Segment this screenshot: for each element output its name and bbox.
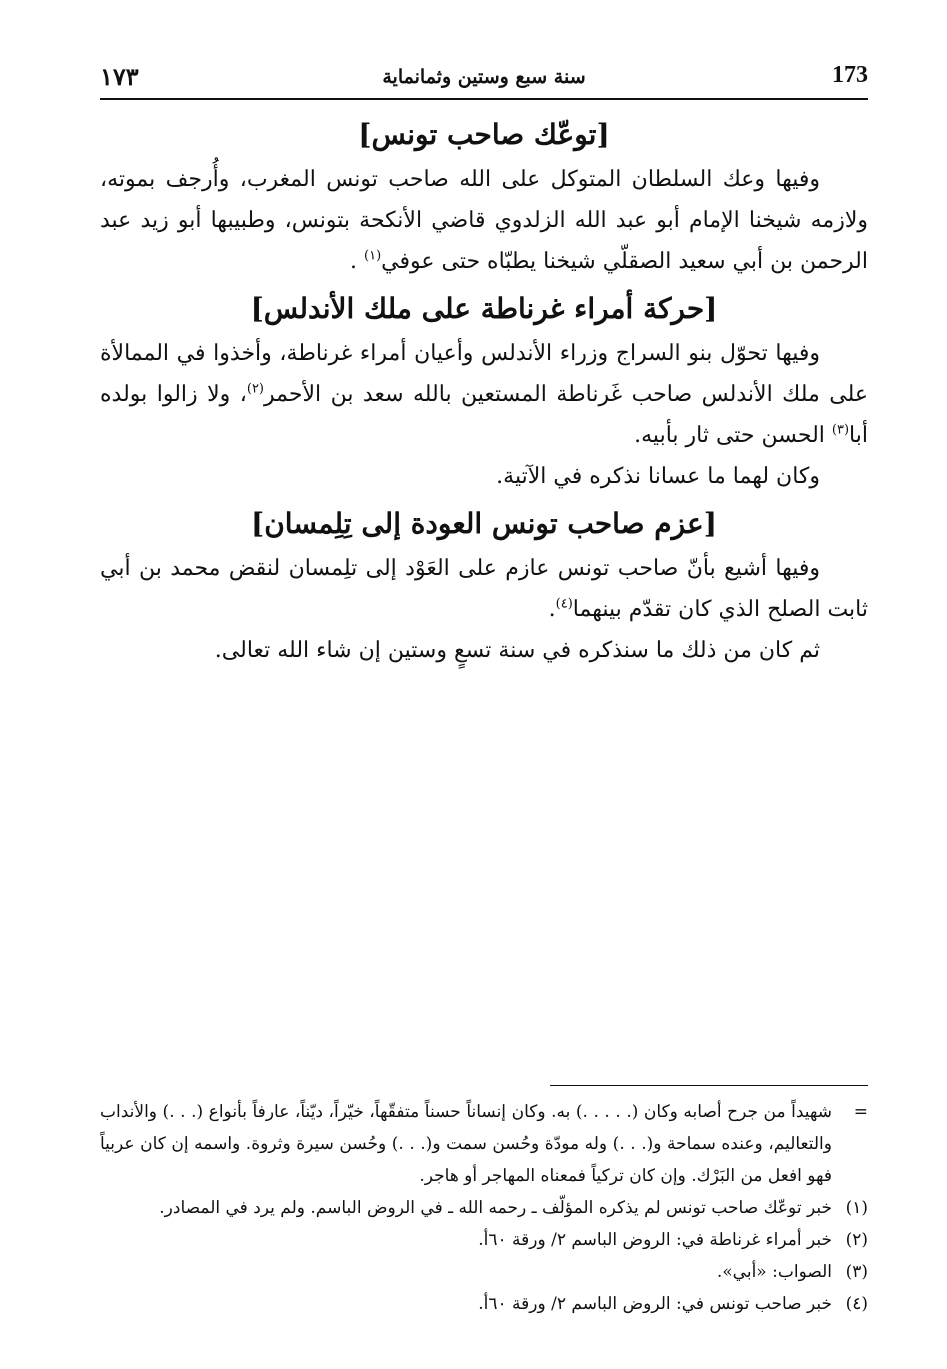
main-text [100, 114, 868, 671]
section-heading: [عزم صاحب تونس العودة إلى تِلِمسان] [251, 507, 717, 540]
footnote-mark: = [853, 1102, 868, 1122]
footnote-mark: (١) [845, 1198, 868, 1218]
footnote-text: خبر أمراء غرناطة في: الروض الباسم ٢/ ورقة ٦٠أ. [478, 1230, 832, 1250]
footnote-divider [550, 1085, 868, 1086]
paragraph-text: . [350, 249, 364, 274]
paragraph-text: وفيها أشيع بأنّ صاحب تونس عازم على العَوْد إلى تلِمسان لنقض محمد بن أبي ثابت الصلح الذي كان تقدّم بينهما [100, 556, 868, 622]
footnote-ref: (٤) [555, 596, 573, 612]
footnote-ref: (٢) [246, 381, 264, 397]
book-page [100, 50, 868, 1320]
paragraph-text: . [548, 597, 556, 622]
paragraph [100, 333, 868, 456]
footnote-ref: (٣) [831, 422, 850, 438]
paragraph [100, 456, 868, 497]
paragraph-text: الحسن حتى ثار بأبيه. [634, 423, 832, 448]
section-heading: [حركة أمراء غرناطة على ملك الأندلس] [250, 292, 718, 325]
footnote [100, 1096, 868, 1192]
page-number-latin: 173 [832, 62, 868, 88]
footnote-text: خبر توعّك صاحب تونس لم يذكره المؤلّف ـ رحمه الله ـ في الروض الباسم. ولم يرد في المصادر. [159, 1198, 832, 1218]
footnote [100, 1192, 868, 1224]
footnote-mark: (٣) [845, 1262, 868, 1282]
footnote-mark: (٢) [845, 1230, 868, 1250]
paragraph-text: وفيها تحوّل بنو السراج وزراء الأندلس وأعيان أمراء غرناطة، وأخذوا في الممالأة على ملك الأندلس صاحب غَرناطة المستعين بالله سعد بن الأحمر [100, 341, 868, 407]
paragraph [100, 159, 868, 282]
footnote-mark: (٤) [845, 1294, 868, 1314]
section-heading: [توعّك صاحب تونس] [358, 118, 610, 151]
running-title: سنة سبع وستين وثمانماية [382, 66, 586, 88]
footnote [100, 1224, 868, 1256]
page-number-arabic: ١٧٣ [100, 62, 139, 91]
paragraph-text: ثم كان من ذلك ما سنذكره في سنة تسعٍ وستين إن شاء الله تعالى. [214, 638, 820, 663]
footnote-text: شهيداً من جرح أصابه وكان (. . . . .) به. وكان إنساناً حسناً متفقّهاً، خيّراً، ديّناً، عارفاً بأنواع (. . .) والأنداب والتعاليم، وعنده سماحة و(. . .) وله مودّة وحُسن سمت و(. . .) وحُسن سيرة وثروة. واسمه إن كان عربياً فهو افعل من البَرْك. وإن كان تركياً فمعناه المهاجر أو هاجر. [100, 1102, 832, 1186]
footnote-text: خبر صاحب تونس في: الروض الباسم ٢/ ورقة ٦٠أ. [478, 1294, 832, 1314]
page-header [100, 58, 868, 100]
footnote-ref: (١) [364, 248, 382, 264]
paragraph-text: وفيها وعك السلطان المتوكل على الله صاحب تونس المغرب، وأُرجف بموته، ولازمه شيخنا الإمام أبو عبد الله الزلدوي قاضي الأنكحة بتونس، وطبيبها أبو زيد عبد الرحمن بن أبي سعيد الصقلّي شيخنا يطبّاه حتى عوفي [100, 167, 868, 274]
paragraph [100, 548, 868, 630]
footnotes [100, 1085, 868, 1320]
footnote-text: الصواب: «أبي». [716, 1262, 832, 1282]
paragraph-text: وكان لهما ما عسانا نذكره في الآتية. [496, 464, 820, 489]
footnote [100, 1288, 868, 1320]
footnote [100, 1256, 868, 1288]
paragraph [100, 630, 868, 671]
paragraph-text: ، ولا زالوا بولده أبا [100, 382, 868, 448]
